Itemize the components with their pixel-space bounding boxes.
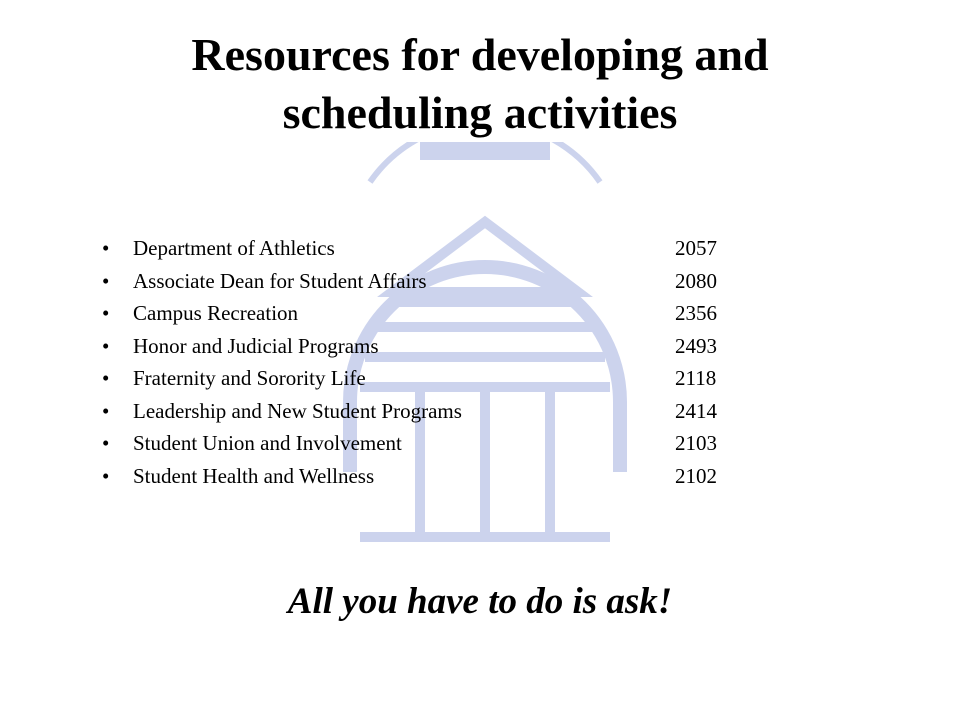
list-item bbox=[102, 297, 762, 330]
resource-name: Campus Recreation bbox=[133, 301, 299, 325]
bullet-icon: • bbox=[102, 301, 110, 325]
list-item bbox=[102, 460, 762, 493]
list-item bbox=[102, 362, 762, 395]
resource-name: Student Health and Wellness bbox=[133, 463, 375, 488]
resource-name: Leadership and New Student Programs bbox=[133, 398, 462, 423]
bullet-icon: • bbox=[102, 366, 110, 390]
bullet-icon: • bbox=[102, 333, 110, 358]
list-item bbox=[102, 265, 762, 298]
list-item bbox=[102, 395, 762, 428]
bullet-icon: • bbox=[102, 268, 110, 293]
bullet-icon: • bbox=[102, 431, 110, 455]
resource-name: Department of Athletics bbox=[133, 236, 335, 260]
resource-extension: 2118 bbox=[675, 366, 717, 390]
resource-list bbox=[102, 232, 762, 492]
resource-extension: 2102 bbox=[675, 463, 717, 488]
resource-extension: 2414 bbox=[675, 398, 717, 423]
list-item bbox=[102, 232, 762, 265]
list-item bbox=[102, 427, 762, 460]
resource-name: Student Union and Involvement bbox=[133, 431, 402, 455]
list-item bbox=[102, 330, 762, 363]
resource-extension: 2080 bbox=[675, 268, 717, 293]
title-line-2: scheduling activities bbox=[282, 87, 678, 138]
bullet-icon: • bbox=[102, 463, 110, 488]
resource-extension: 2057 bbox=[675, 236, 717, 260]
slide-title bbox=[80, 26, 880, 142]
bullet-icon: • bbox=[102, 398, 110, 423]
bullet-icon: • bbox=[102, 236, 110, 260]
resource-extension: 2493 bbox=[675, 333, 717, 358]
title-line-1: Resources for developing and bbox=[191, 29, 769, 80]
resource-name: Fraternity and Sorority Life bbox=[133, 366, 366, 390]
resource-name: Honor and Judicial Programs bbox=[133, 333, 379, 358]
resource-extension: 2103 bbox=[675, 431, 717, 455]
tagline: All you have to do is ask! bbox=[287, 581, 673, 622]
resource-name: Associate Dean for Student Affairs bbox=[133, 268, 427, 293]
resource-extension: 2356 bbox=[675, 301, 717, 325]
